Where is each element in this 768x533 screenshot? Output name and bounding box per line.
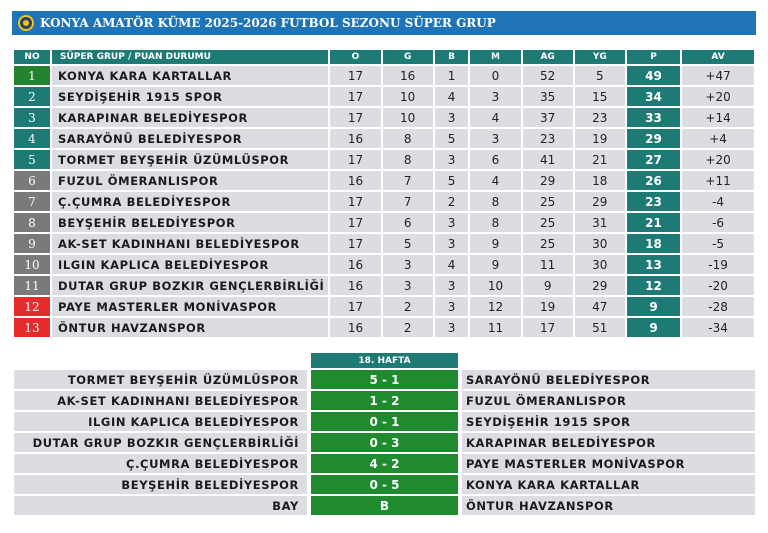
home-team: Ç.ÇUMRA BELEDİYESPOR (14, 454, 307, 473)
week-header: 18. HAFTA (311, 353, 458, 368)
goals-for-cell: 19 (523, 297, 573, 316)
goals-against-cell: 29 (575, 192, 625, 211)
position-cell: 9 (14, 234, 50, 253)
lost-cell: 8 (470, 213, 520, 232)
drawn-cell: 3 (435, 213, 469, 232)
played-cell: 17 (330, 87, 380, 106)
won-cell: 7 (383, 171, 433, 190)
away-team: KONYA KARA KARTALLAR (462, 475, 755, 494)
played-cell: 17 (330, 192, 380, 211)
won-cell: 2 (383, 318, 433, 337)
standings-table (12, 48, 756, 339)
table-row (14, 192, 754, 211)
position-cell: 11 (14, 276, 50, 295)
goals-against-cell: 5 (575, 66, 625, 85)
away-team: ÖNTUR HAVZANSPOR (462, 496, 755, 515)
match-score: 1 - 2 (311, 391, 458, 410)
drawn-cell: 3 (435, 318, 469, 337)
won-cell: 7 (383, 192, 433, 211)
points-cell: 9 (627, 318, 680, 337)
points-cell: 34 (627, 87, 680, 106)
away-team: SARAYÖNÜ BELEDİYESPOR (462, 370, 755, 389)
position-cell: 12 (14, 297, 50, 316)
col-header-points: P (627, 50, 680, 64)
page-title: KONYA AMATÖR KÜME 2025-2026 FUTBOL SEZONU SÜPER GRUP (40, 16, 496, 30)
points-cell: 13 (627, 255, 680, 274)
away-team: SEYDİŞEHİR 1915 SPOR (462, 412, 755, 431)
points-cell: 18 (627, 234, 680, 253)
match-score: 0 - 3 (311, 433, 458, 452)
drawn-cell: 4 (435, 255, 469, 274)
goals-for-cell: 41 (523, 150, 573, 169)
position-cell: 10 (14, 255, 50, 274)
col-header-lost: M (470, 50, 520, 64)
goals-for-cell: 17 (523, 318, 573, 337)
col-header-goals-for: AG (523, 50, 573, 64)
won-cell: 16 (383, 66, 433, 85)
goals-for-cell: 9 (523, 276, 573, 295)
drawn-cell: 4 (435, 87, 469, 106)
goals-against-cell: 21 (575, 150, 625, 169)
away-team: FUZUL ÖMERANLISPOR (462, 391, 755, 410)
goals-for-cell: 23 (523, 129, 573, 148)
goal-diff-cell: +14 (682, 108, 754, 127)
drawn-cell: 3 (435, 276, 469, 295)
table-row (14, 171, 754, 190)
played-cell: 16 (330, 276, 380, 295)
home-team: DUTAR GRUP BOZKIR GENÇLERBİRLİĞİ (14, 433, 307, 452)
table-row (14, 150, 754, 169)
home-team: BEYŞEHİR BELEDİYESPOR (14, 475, 307, 494)
points-cell: 33 (627, 108, 680, 127)
table-row (14, 213, 754, 232)
match-score: 4 - 2 (311, 454, 458, 473)
lost-cell: 9 (470, 255, 520, 274)
table-row (14, 255, 754, 274)
position-cell: 8 (14, 213, 50, 232)
drawn-cell: 3 (435, 234, 469, 253)
lost-cell: 10 (470, 276, 520, 295)
drawn-cell: 1 (435, 66, 469, 85)
won-cell: 2 (383, 297, 433, 316)
drawn-cell: 3 (435, 150, 469, 169)
goals-for-cell: 25 (523, 192, 573, 211)
drawn-cell: 3 (435, 108, 469, 127)
team-name-cell: DUTAR GRUP BOZKIR GENÇLERBİRLİĞİ (52, 276, 328, 295)
col-header-no: NO (14, 50, 50, 64)
position-cell: 5 (14, 150, 50, 169)
fixtures-list (14, 370, 755, 517)
lost-cell: 3 (470, 87, 520, 106)
team-name-cell: FUZUL ÖMERANLISPOR (52, 171, 328, 190)
lost-cell: 3 (470, 129, 520, 148)
table-row (14, 129, 754, 148)
col-header-team: SÜPER GRUP / PUAN DURUMU (52, 50, 328, 64)
played-cell: 17 (330, 66, 380, 85)
team-name-cell: Ç.ÇUMRA BELEDİYESPOR (52, 192, 328, 211)
position-cell: 2 (14, 87, 50, 106)
col-header-won: G (383, 50, 433, 64)
goal-diff-cell: -5 (682, 234, 754, 253)
played-cell: 17 (330, 213, 380, 232)
goal-diff-cell: -34 (682, 318, 754, 337)
home-team: TORMET BEYŞEHİR ÜZÜMLÜSPOR (14, 370, 307, 389)
lost-cell: 12 (470, 297, 520, 316)
team-name-cell: KARAPINAR BELEDİYESPOR (52, 108, 328, 127)
goal-diff-cell: +47 (682, 66, 754, 85)
lost-cell: 4 (470, 171, 520, 190)
goals-against-cell: 31 (575, 213, 625, 232)
table-row (14, 108, 754, 127)
match-score: B (311, 496, 458, 515)
goal-diff-cell: -28 (682, 297, 754, 316)
goals-for-cell: 29 (523, 171, 573, 190)
table-row (14, 276, 754, 295)
points-cell: 49 (627, 66, 680, 85)
fixture-row (14, 475, 755, 494)
goals-for-cell: 35 (523, 87, 573, 106)
team-name-cell: PAYE MASTERLER MONİVASPOR (52, 297, 328, 316)
col-header-goals-against: YG (575, 50, 625, 64)
points-cell: 21 (627, 213, 680, 232)
lost-cell: 8 (470, 192, 520, 211)
fixture-row (14, 454, 755, 473)
position-cell: 4 (14, 129, 50, 148)
played-cell: 17 (330, 297, 380, 316)
goal-diff-cell: -20 (682, 276, 754, 295)
team-name-cell: TORMET BEYŞEHİR ÜZÜMLÜSPOR (52, 150, 328, 169)
goals-for-cell: 11 (523, 255, 573, 274)
points-cell: 27 (627, 150, 680, 169)
away-team: KARAPINAR BELEDİYESPOR (462, 433, 755, 452)
goals-against-cell: 47 (575, 297, 625, 316)
won-cell: 10 (383, 87, 433, 106)
goals-against-cell: 15 (575, 87, 625, 106)
lost-cell: 9 (470, 234, 520, 253)
points-cell: 12 (627, 276, 680, 295)
won-cell: 5 (383, 234, 433, 253)
table-row (14, 87, 754, 106)
goals-for-cell: 25 (523, 213, 573, 232)
home-team: AK-SET KADINHANI BELEDİYESPOR (14, 391, 307, 410)
table-row (14, 318, 754, 337)
team-name-cell: SARAYÖNÜ BELEDİYESPOR (52, 129, 328, 148)
goal-diff-cell: +20 (682, 150, 754, 169)
won-cell: 8 (383, 150, 433, 169)
drawn-cell: 3 (435, 297, 469, 316)
played-cell: 17 (330, 234, 380, 253)
goal-diff-cell: +20 (682, 87, 754, 106)
played-cell: 17 (330, 108, 380, 127)
title-bar (12, 11, 756, 35)
team-name-cell: BEYŞEHİR BELEDİYESPOR (52, 213, 328, 232)
points-cell: 26 (627, 171, 680, 190)
away-team: PAYE MASTERLER MONİVASPOR (462, 454, 755, 473)
fixture-row (14, 370, 755, 389)
table-row (14, 234, 754, 253)
played-cell: 16 (330, 171, 380, 190)
team-name-cell: AK-SET KADINHANI BELEDİYESPOR (52, 234, 328, 253)
goals-against-cell: 51 (575, 318, 625, 337)
points-cell: 9 (627, 297, 680, 316)
col-header-drawn: B (435, 50, 469, 64)
position-cell: 1 (14, 66, 50, 85)
played-cell: 17 (330, 150, 380, 169)
won-cell: 6 (383, 213, 433, 232)
goals-against-cell: 30 (575, 234, 625, 253)
league-logo-icon (18, 15, 34, 31)
played-cell: 16 (330, 129, 380, 148)
points-cell: 29 (627, 129, 680, 148)
goal-diff-cell: -6 (682, 213, 754, 232)
goals-against-cell: 30 (575, 255, 625, 274)
goals-for-cell: 52 (523, 66, 573, 85)
table-row (14, 297, 754, 316)
home-team: ILGIN KAPLICA BELEDİYESPOR (14, 412, 307, 431)
goals-against-cell: 18 (575, 171, 625, 190)
standings-header-row (14, 50, 754, 64)
goal-diff-cell: +4 (682, 129, 754, 148)
won-cell: 10 (383, 108, 433, 127)
table-row (14, 66, 754, 85)
fixture-row (14, 496, 755, 515)
fixture-row (14, 433, 755, 452)
played-cell: 16 (330, 318, 380, 337)
lost-cell: 4 (470, 108, 520, 127)
fixture-row (14, 391, 755, 410)
match-score: 0 - 1 (311, 412, 458, 431)
goals-against-cell: 19 (575, 129, 625, 148)
position-cell: 3 (14, 108, 50, 127)
goal-diff-cell: -4 (682, 192, 754, 211)
goals-for-cell: 37 (523, 108, 573, 127)
col-header-goal-diff: AV (682, 50, 754, 64)
drawn-cell: 2 (435, 192, 469, 211)
team-name-cell: ILGIN KAPLICA BELEDİYESPOR (52, 255, 328, 274)
team-name-cell: KONYA KARA KARTALLAR (52, 66, 328, 85)
points-cell: 23 (627, 192, 680, 211)
lost-cell: 6 (470, 150, 520, 169)
drawn-cell: 5 (435, 171, 469, 190)
home-team: BAY (14, 496, 307, 515)
fixture-row (14, 412, 755, 431)
won-cell: 3 (383, 255, 433, 274)
match-score: 0 - 5 (311, 475, 458, 494)
goals-against-cell: 23 (575, 108, 625, 127)
goals-against-cell: 29 (575, 276, 625, 295)
goal-diff-cell: -19 (682, 255, 754, 274)
lost-cell: 0 (470, 66, 520, 85)
won-cell: 8 (383, 129, 433, 148)
played-cell: 16 (330, 255, 380, 274)
drawn-cell: 5 (435, 129, 469, 148)
position-cell: 13 (14, 318, 50, 337)
team-name-cell: SEYDİŞEHİR 1915 SPOR (52, 87, 328, 106)
match-score: 5 - 1 (311, 370, 458, 389)
position-cell: 6 (14, 171, 50, 190)
goal-diff-cell: +11 (682, 171, 754, 190)
lost-cell: 11 (470, 318, 520, 337)
won-cell: 3 (383, 276, 433, 295)
col-header-played: O (330, 50, 380, 64)
goals-for-cell: 25 (523, 234, 573, 253)
team-name-cell: ÖNTUR HAVZANSPOR (52, 318, 328, 337)
position-cell: 7 (14, 192, 50, 211)
